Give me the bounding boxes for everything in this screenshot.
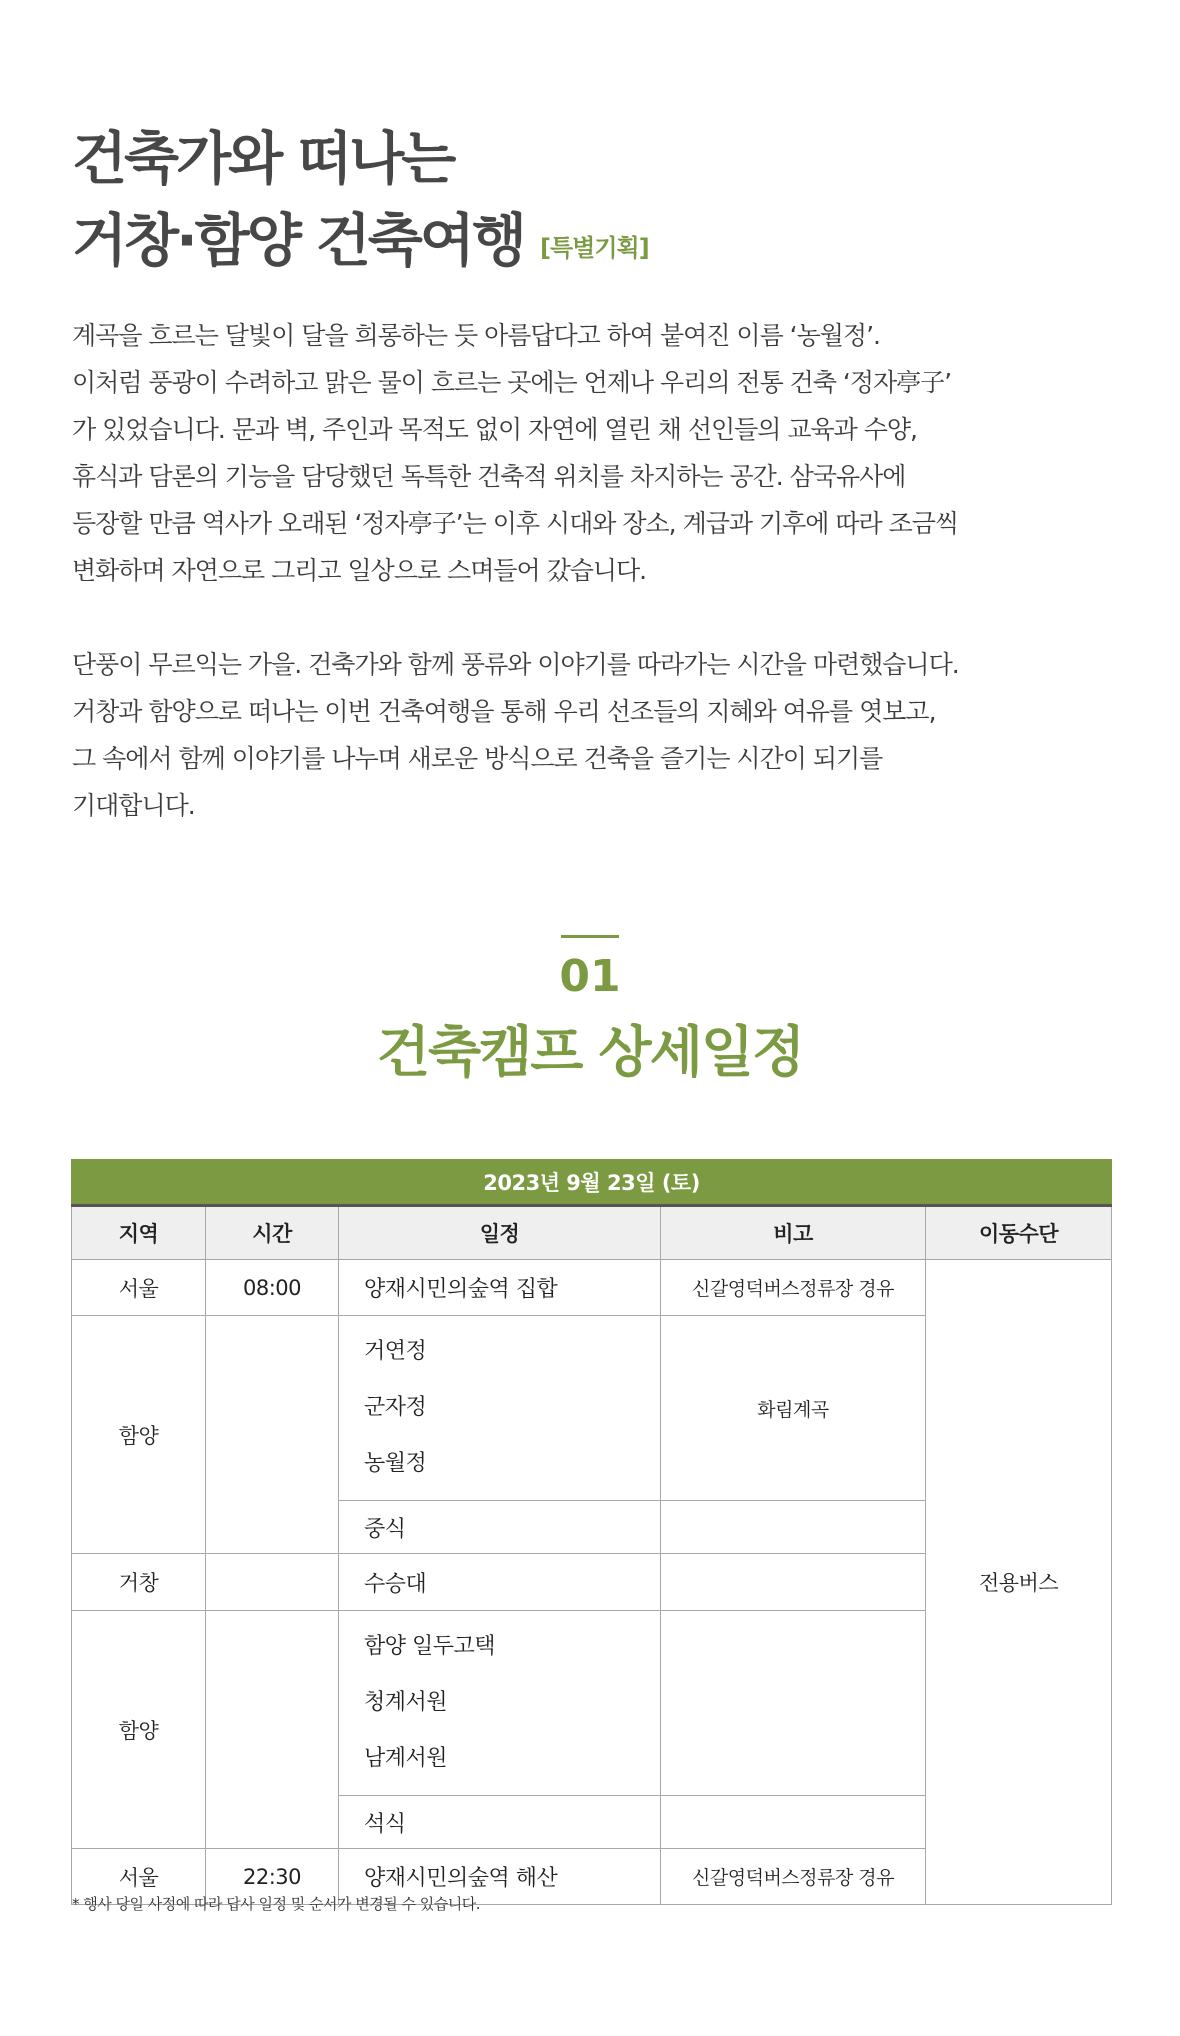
intro-line: 단풍이 무르익는 가을. 건축가와 함께 풍류와 이야기를 따라가는 시간을 마련했습니다. <box>72 650 959 679</box>
remarks-cell: 화림계곡 <box>661 1316 926 1501</box>
footnote: * 행사 당일 사정에 따라 답사 일정 및 순서가 변경될 수 있습니다. <box>72 1895 480 1913</box>
section-heading <box>0 935 1180 1087</box>
intro-paragraph-1 <box>72 312 1132 594</box>
intro-line: 계곡을 흐르는 달빛이 달을 희롱하는 듯 아름답다고 하여 붙여진 이름 ‘농월정’. <box>72 321 880 350</box>
remarks-cell: 신갈영덕버스정류장 경유 <box>661 1849 926 1905</box>
time-cell: 22:30 <box>206 1849 339 1905</box>
itinerary-item: 거연정 <box>364 1339 427 1364</box>
time-cell <box>206 1316 339 1554</box>
itinerary-cell: 양재시민의숲역 해산 <box>339 1849 661 1905</box>
region-cell: 거창 <box>72 1554 206 1611</box>
time-cell <box>206 1611 339 1849</box>
header-remarks: 비고 <box>661 1206 926 1260</box>
schedule-date: 2023년 9월 23일 (토) <box>72 1160 1112 1206</box>
remarks-cell <box>661 1554 926 1611</box>
title-line-2 <box>72 200 1122 289</box>
itinerary-item: 함양 일두고택 <box>364 1634 496 1659</box>
region-cell: 서울 <box>72 1260 206 1316</box>
title-line-2-text: 거창·함양 건축여행 <box>72 208 524 274</box>
itinerary-cell: 석식 <box>339 1796 661 1849</box>
section-number: 01 <box>559 951 621 1002</box>
remarks-cell <box>661 1501 926 1554</box>
table-row <box>72 1260 1112 1316</box>
section-title: 건축캠프 상세일정 <box>376 1020 804 1084</box>
itinerary-cell: 중식 <box>339 1501 661 1554</box>
itinerary-cell: 수승대 <box>339 1554 661 1611</box>
itinerary-item: 군자정 <box>364 1395 427 1420</box>
schedule-date-row <box>72 1160 1112 1206</box>
itinerary-cell <box>339 1316 661 1501</box>
header-transport: 이동수단 <box>926 1206 1112 1260</box>
transport-cell: 전용버스 <box>926 1260 1112 1905</box>
section-divider <box>561 935 619 938</box>
intro-line: 가 있었습니다. 문과 벽, 주인과 목적도 없이 자연에 열린 채 선인들의 교육과 수양, <box>72 415 918 444</box>
intro-text <box>72 312 1132 829</box>
header-region: 지역 <box>72 1206 206 1260</box>
intro-line: 거창과 함양으로 떠나는 이번 건축여행을 통해 우리 선조들의 지혜와 여유를 엿보고, <box>72 697 936 726</box>
itinerary-cell: 양재시민의숲역 집합 <box>339 1260 661 1316</box>
intro-line: 그 속에서 함께 이야기를 나누며 새로운 방식으로 건축을 즐기는 시간이 되기를 <box>72 744 883 773</box>
schedule-table <box>71 1159 1112 1905</box>
remarks-cell <box>661 1611 926 1796</box>
itinerary-item: 남계서원 <box>364 1746 448 1771</box>
region-cell: 함양 <box>72 1316 206 1554</box>
header-time: 시간 <box>206 1206 339 1260</box>
time-cell <box>206 1554 339 1611</box>
intro-line: 변화하며 자연으로 그리고 일상으로 스며들어 갔습니다. <box>72 556 647 585</box>
intro-line: 휴식과 담론의 기능을 담당했던 독특한 건축적 위치를 차지하는 공간. 삼국유사에 <box>72 462 906 491</box>
intro-line: 등장할 만큼 역사가 오래된 ‘정자亭子’는 이후 시대와 장소, 계급과 기후에 따라 조금씩 <box>72 509 959 538</box>
header-itinerary: 일정 <box>339 1206 661 1260</box>
schedule-header-row <box>72 1206 1112 1260</box>
intro-line: 기대합니다. <box>72 791 195 820</box>
special-feature-tag: [특별기획] <box>540 234 649 262</box>
intro-line: 이처럼 풍광이 수려하고 맑은 물이 흐르는 곳에는 언제나 우리의 전통 건축 ‘정자亭子’ <box>72 368 952 397</box>
region-cell: 서울 <box>72 1849 206 1905</box>
time-cell: 08:00 <box>206 1260 339 1316</box>
title-line-1: 건축가와 떠나는 <box>72 126 454 192</box>
itinerary-item: 농월정 <box>364 1451 427 1476</box>
remarks-cell: 신갈영덕버스정류장 경유 <box>661 1260 926 1316</box>
hero-title-block <box>72 118 1122 289</box>
region-cell: 함양 <box>72 1611 206 1849</box>
remarks-cell <box>661 1796 926 1849</box>
intro-paragraph-2 <box>72 641 1132 829</box>
itinerary-item: 청계서원 <box>364 1690 448 1715</box>
itinerary-cell <box>339 1611 661 1796</box>
